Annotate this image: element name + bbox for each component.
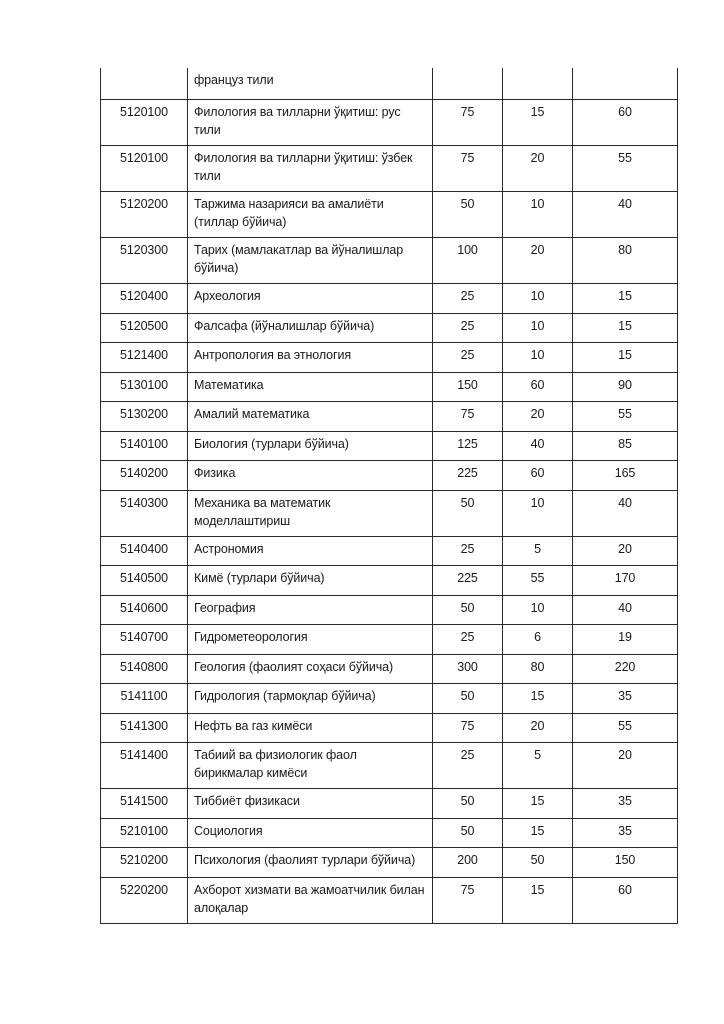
grant-cell: 10 (503, 313, 573, 343)
specialty-name-cell: Табиий ва физиологик фаол бирикмалар кимёси (188, 743, 433, 789)
specialty-name-cell: Таржима назарияси ва амалиёти (тиллар бўйича) (188, 192, 433, 238)
grant-cell: 20 (503, 713, 573, 743)
code-cell (101, 68, 188, 100)
total-cell: 25 (433, 625, 503, 655)
grant-cell: 55 (503, 566, 573, 596)
contract-cell: 85 (573, 431, 678, 461)
table-row (101, 284, 678, 314)
total-cell: 25 (433, 343, 503, 373)
contract-cell: 60 (573, 877, 678, 923)
total-cell: 25 (433, 743, 503, 789)
code-cell: 5140400 (101, 536, 188, 566)
grant-cell: 40 (503, 431, 573, 461)
total-cell: 25 (433, 284, 503, 314)
contract-cell: 15 (573, 284, 678, 314)
total-cell: 75 (433, 402, 503, 432)
code-cell: 5140500 (101, 566, 188, 596)
specialty-name-cell: Фалсафа (йўналишлар бўйича) (188, 313, 433, 343)
code-cell: 5210200 (101, 848, 188, 878)
contract-cell: 90 (573, 372, 678, 402)
code-cell: 5120500 (101, 313, 188, 343)
grant-cell: 10 (503, 595, 573, 625)
table-row (101, 654, 678, 684)
table-row (101, 595, 678, 625)
contract-cell: 40 (573, 490, 678, 536)
specialty-name-cell: Нефть ва газ кимёси (188, 713, 433, 743)
total-cell: 200 (433, 848, 503, 878)
grant-cell: 20 (503, 238, 573, 284)
table-row (101, 431, 678, 461)
code-cell: 5130100 (101, 372, 188, 402)
total-cell: 50 (433, 490, 503, 536)
contract-cell: 60 (573, 100, 678, 146)
specialty-name-cell: Гидрология (тармоқлар бўйича) (188, 684, 433, 714)
table-row (101, 100, 678, 146)
code-cell: 5210100 (101, 818, 188, 848)
table-row (101, 313, 678, 343)
contract-cell: 19 (573, 625, 678, 655)
table-row (101, 343, 678, 373)
table-row (101, 877, 678, 923)
specialty-name-cell: Кимё (турлари бўйича) (188, 566, 433, 596)
code-cell: 5220200 (101, 877, 188, 923)
grant-cell: 10 (503, 284, 573, 314)
contract-cell: 165 (573, 461, 678, 491)
grant-cell: 50 (503, 848, 573, 878)
code-cell: 5141500 (101, 789, 188, 819)
grant-cell: 60 (503, 372, 573, 402)
contract-cell: 55 (573, 402, 678, 432)
contract-cell: 220 (573, 654, 678, 684)
table-row (101, 625, 678, 655)
grant-cell: 10 (503, 192, 573, 238)
grant-cell: 60 (503, 461, 573, 491)
grant-cell: 5 (503, 743, 573, 789)
code-cell: 5141400 (101, 743, 188, 789)
total-cell: 50 (433, 818, 503, 848)
contract-cell: 15 (573, 343, 678, 373)
contract-cell: 35 (573, 818, 678, 848)
specialty-name-cell: Антропология ва этнология (188, 343, 433, 373)
contract-cell: 20 (573, 536, 678, 566)
specialty-name-cell: Механика ва математик моделлаштириш (188, 490, 433, 536)
specialty-name-cell: Социология (188, 818, 433, 848)
total-cell: 50 (433, 789, 503, 819)
code-cell: 5140300 (101, 490, 188, 536)
code-cell: 5121400 (101, 343, 188, 373)
grant-cell: 6 (503, 625, 573, 655)
specialty-name-cell: Тиббиёт физикаси (188, 789, 433, 819)
total-cell: 225 (433, 566, 503, 596)
table-row (101, 461, 678, 491)
total-cell: 75 (433, 146, 503, 192)
specialty-name-cell: Археология (188, 284, 433, 314)
specialty-name-cell: Геология (фаолият соҳаси бўйича) (188, 654, 433, 684)
specialty-name-cell: Биология (турлари бўйича) (188, 431, 433, 461)
specialty-name-cell: География (188, 595, 433, 625)
total-cell: 50 (433, 684, 503, 714)
code-cell: 5140200 (101, 461, 188, 491)
specialty-name-cell: Филология ва тилларни ўқитиш: рус тили (188, 100, 433, 146)
code-cell: 5140100 (101, 431, 188, 461)
total-cell: 25 (433, 536, 503, 566)
total-cell: 75 (433, 877, 503, 923)
total-cell: 150 (433, 372, 503, 402)
total-cell (433, 68, 503, 100)
specialty-name-cell: француз тили (188, 68, 433, 100)
table-row (101, 238, 678, 284)
specialty-name-cell: Психология (фаолият турлари бўйича) (188, 848, 433, 878)
total-cell: 100 (433, 238, 503, 284)
table-row (101, 713, 678, 743)
specialty-name-cell: Математика (188, 372, 433, 402)
total-cell: 50 (433, 595, 503, 625)
code-cell: 5140700 (101, 625, 188, 655)
code-cell: 5120100 (101, 146, 188, 192)
specialty-name-cell: Амалий математика (188, 402, 433, 432)
code-cell: 5140600 (101, 595, 188, 625)
code-cell: 5120100 (101, 100, 188, 146)
table-row (101, 566, 678, 596)
code-cell: 5141100 (101, 684, 188, 714)
code-cell: 5141300 (101, 713, 188, 743)
specialty-name-cell: Физика (188, 461, 433, 491)
code-cell: 5120400 (101, 284, 188, 314)
contract-cell: 20 (573, 743, 678, 789)
table-row (101, 372, 678, 402)
grant-cell: 80 (503, 654, 573, 684)
contract-cell: 40 (573, 192, 678, 238)
grant-cell: 10 (503, 343, 573, 373)
table-row (101, 146, 678, 192)
specialty-name-cell: Гидрометеорология (188, 625, 433, 655)
table-row (101, 536, 678, 566)
contract-cell: 55 (573, 713, 678, 743)
grant-cell (503, 68, 573, 100)
table-row (101, 192, 678, 238)
table-row (101, 743, 678, 789)
total-cell: 225 (433, 461, 503, 491)
specialty-name-cell: Филология ва тилларни ўқитиш: ўзбек тили (188, 146, 433, 192)
contract-cell: 15 (573, 313, 678, 343)
admission-quota-table (100, 68, 678, 924)
table-row-continuation (101, 68, 678, 100)
grant-cell: 5 (503, 536, 573, 566)
code-cell: 5120300 (101, 238, 188, 284)
total-cell: 25 (433, 313, 503, 343)
contract-cell: 150 (573, 848, 678, 878)
grant-cell: 20 (503, 402, 573, 432)
table-row (101, 402, 678, 432)
total-cell: 300 (433, 654, 503, 684)
specialty-name-cell: Ахборот хизмати ва жамоатчилик билан алоқалар (188, 877, 433, 923)
table-row (101, 684, 678, 714)
code-cell: 5120200 (101, 192, 188, 238)
table-row (101, 848, 678, 878)
grant-cell: 15 (503, 818, 573, 848)
grant-cell: 20 (503, 146, 573, 192)
code-cell: 5140800 (101, 654, 188, 684)
contract-cell (573, 68, 678, 100)
grant-cell: 15 (503, 789, 573, 819)
grant-cell: 15 (503, 684, 573, 714)
total-cell: 125 (433, 431, 503, 461)
contract-cell: 35 (573, 789, 678, 819)
total-cell: 75 (433, 713, 503, 743)
contract-cell: 80 (573, 238, 678, 284)
table-row (101, 818, 678, 848)
contract-cell: 170 (573, 566, 678, 596)
contract-cell: 35 (573, 684, 678, 714)
specialty-name-cell: Астрономия (188, 536, 433, 566)
grant-cell: 15 (503, 877, 573, 923)
grant-cell: 15 (503, 100, 573, 146)
table-row (101, 789, 678, 819)
code-cell: 5130200 (101, 402, 188, 432)
grant-cell: 10 (503, 490, 573, 536)
total-cell: 75 (433, 100, 503, 146)
specialty-name-cell: Тарих (мамлакатлар ва йўналишлар бўйича) (188, 238, 433, 284)
table-row (101, 490, 678, 536)
total-cell: 50 (433, 192, 503, 238)
contract-cell: 55 (573, 146, 678, 192)
contract-cell: 40 (573, 595, 678, 625)
